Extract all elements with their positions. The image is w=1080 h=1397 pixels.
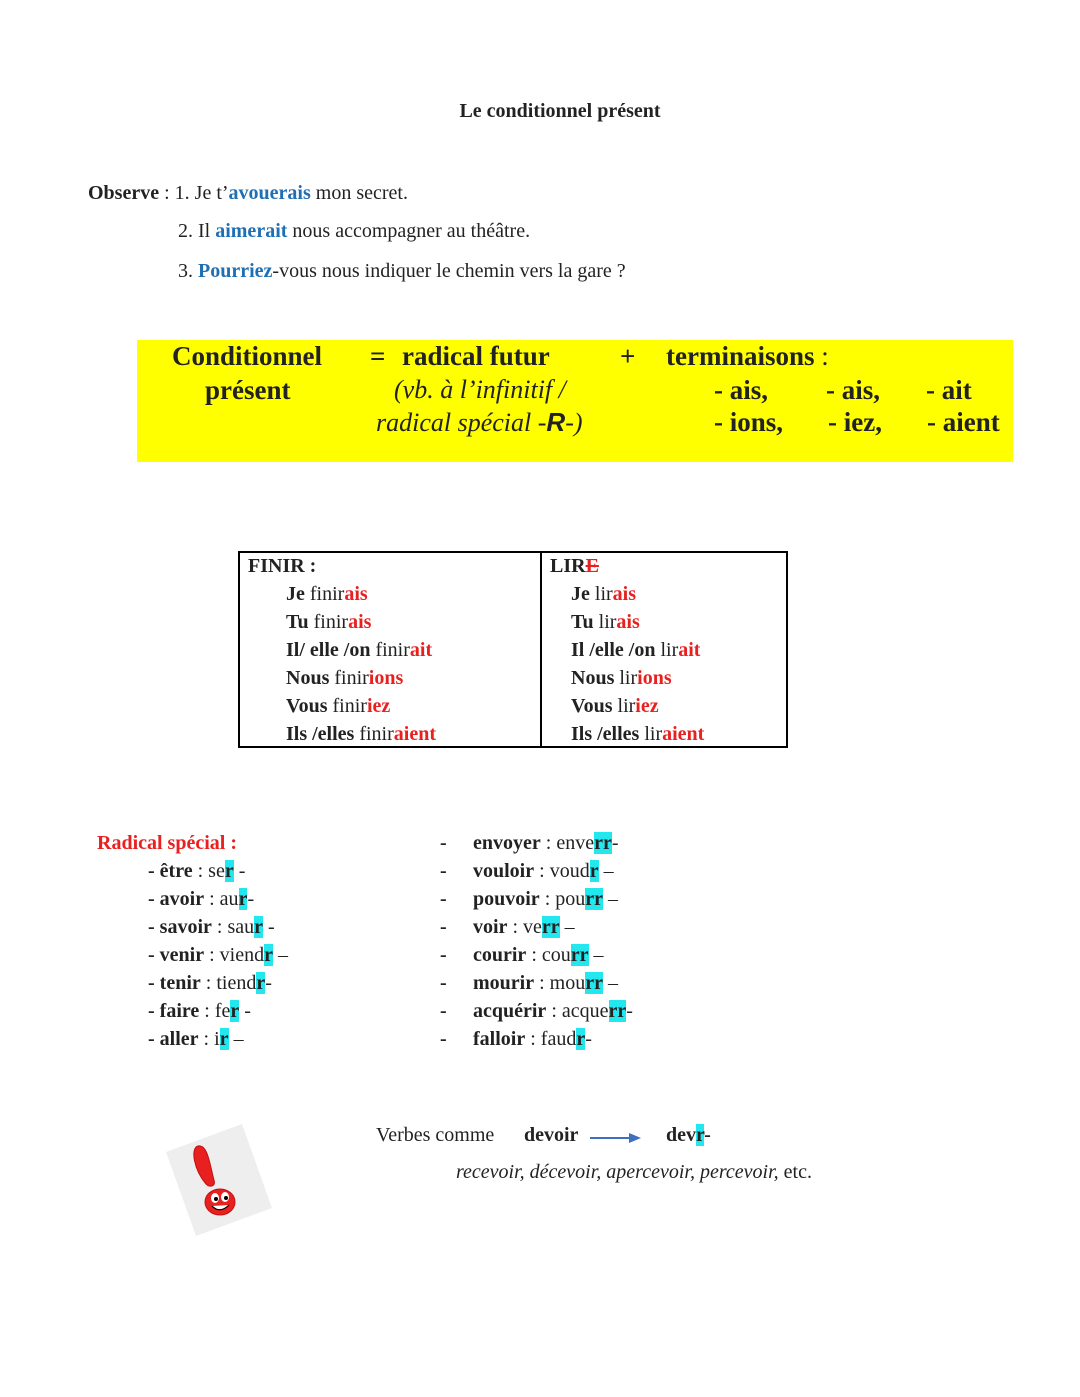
radical-right-item: - acquérir : acquerr- bbox=[440, 1000, 633, 1022]
ending-1: - ais, bbox=[714, 375, 768, 405]
stem: fe bbox=[214, 1000, 231, 1022]
example-num: 1. bbox=[174, 182, 190, 204]
stem: pou bbox=[555, 888, 586, 910]
rule-terminaisons-label: terminaisons bbox=[666, 341, 815, 371]
note-result-highlight: r bbox=[696, 1124, 705, 1146]
example-num: 2. bbox=[178, 220, 193, 242]
stem: ve bbox=[523, 916, 542, 938]
pronoun: Je bbox=[286, 583, 305, 605]
note-examples-list: recevoir, décevoir, apercevoir, percevoir, bbox=[456, 1161, 779, 1183]
highlight-r: rr bbox=[585, 972, 603, 994]
rule-present: présent bbox=[205, 375, 291, 405]
stem: sau bbox=[227, 916, 255, 938]
pronoun: Tu bbox=[286, 611, 309, 633]
stem: lir bbox=[589, 583, 613, 605]
tail: – bbox=[559, 916, 575, 938]
note-examples bbox=[456, 1161, 812, 1184]
verb: vouloir bbox=[473, 860, 535, 882]
ending: ions bbox=[368, 667, 404, 689]
note-result-stem: dev bbox=[666, 1124, 696, 1146]
rule-sub2 bbox=[376, 407, 583, 438]
note-verb: devoir bbox=[524, 1124, 579, 1146]
rule-equals: = bbox=[370, 341, 386, 371]
highlight-r: rr bbox=[585, 888, 604, 910]
tail: - bbox=[585, 1028, 592, 1050]
page-title: Le conditionnel présent bbox=[459, 100, 661, 122]
verb: mourir bbox=[473, 972, 535, 994]
example-verb: aimerait bbox=[215, 220, 288, 242]
tail: – bbox=[602, 972, 618, 994]
example-verb: avouerais bbox=[228, 182, 311, 204]
rule-terminaisons bbox=[666, 341, 829, 372]
ending: ais bbox=[344, 583, 368, 605]
radical-left-item: - tenir : tiendr- bbox=[148, 972, 272, 994]
highlight-r: rr bbox=[541, 916, 560, 938]
ending: iez bbox=[366, 695, 391, 717]
stem: finir bbox=[354, 723, 394, 745]
stem: lir bbox=[639, 723, 663, 745]
pronoun: Ils /elles bbox=[571, 723, 640, 745]
verb: savoir bbox=[159, 916, 212, 938]
ending-5: - iez, bbox=[828, 407, 882, 437]
radical-left-item: - savoir : saur - bbox=[148, 916, 275, 938]
stem: lir bbox=[614, 667, 638, 689]
verb: envoyer bbox=[473, 832, 541, 854]
pronoun: Tu bbox=[571, 611, 594, 633]
ending: ait bbox=[409, 639, 433, 661]
highlight-r: r bbox=[224, 860, 234, 882]
highlight-r: r bbox=[254, 916, 264, 938]
radical-right-item: - vouloir : voudr – bbox=[440, 860, 614, 882]
highlight-r: r bbox=[589, 860, 599, 882]
finir-row bbox=[286, 667, 403, 690]
lire-header-stem: LIR bbox=[550, 555, 586, 577]
stem: cou bbox=[541, 944, 571, 966]
pronoun: Il /elle /on bbox=[571, 639, 656, 661]
finir-row bbox=[286, 611, 371, 634]
tail: – bbox=[603, 888, 619, 910]
example-after: nous accompagner au théâtre. bbox=[287, 220, 531, 242]
pronoun: Nous bbox=[571, 667, 615, 689]
note-result-tail: - bbox=[704, 1124, 711, 1146]
finir-row bbox=[286, 583, 368, 606]
stem: finir bbox=[304, 583, 345, 605]
exclamation-mascot-icon bbox=[160, 1122, 276, 1238]
stem: i bbox=[214, 1028, 220, 1050]
rule-sub2-prefix: radical spécial - bbox=[376, 408, 547, 437]
radical-left-item: - aller : ir – bbox=[148, 1028, 244, 1050]
pronoun: Il/ elle /on bbox=[286, 639, 371, 661]
ending: ait bbox=[678, 639, 701, 661]
lire-header-e: E bbox=[585, 555, 599, 577]
rule-conditionnel: Conditionnel bbox=[172, 341, 323, 371]
stem: enve bbox=[556, 832, 595, 854]
rule-colon: : bbox=[814, 341, 829, 371]
lire-row bbox=[571, 611, 640, 634]
stem: finir bbox=[370, 639, 410, 661]
stem: lir bbox=[612, 695, 636, 717]
tail: - bbox=[611, 832, 619, 854]
ending: ais bbox=[616, 611, 640, 633]
ending-3: - ait bbox=[926, 375, 972, 405]
rule-radical-futur: radical futur bbox=[402, 341, 550, 371]
observe-label: Observe bbox=[88, 182, 160, 204]
highlight-r: r bbox=[264, 944, 273, 966]
verb: aller bbox=[159, 1028, 199, 1050]
rule-plus: + bbox=[620, 341, 636, 371]
highlight-r: r bbox=[238, 888, 248, 910]
tail: – bbox=[273, 944, 288, 966]
table-divider bbox=[540, 553, 542, 746]
verb: faire bbox=[159, 1000, 200, 1022]
stem: acque bbox=[561, 1000, 609, 1022]
verb: venir bbox=[159, 944, 205, 966]
verb: être bbox=[159, 860, 193, 882]
stem: mou bbox=[549, 972, 586, 994]
pronoun: Ils /elles bbox=[286, 723, 355, 745]
radical-right-item: - mourir : mourr – bbox=[440, 972, 618, 994]
radical-right-item: - envoyer : enverr- bbox=[440, 832, 619, 854]
lire-row bbox=[571, 723, 704, 746]
pronoun: Je bbox=[571, 583, 590, 605]
lire-row bbox=[571, 695, 659, 718]
example-after: -vous nous indiquer le chemin vers la gare ? bbox=[272, 260, 626, 282]
example-before: Il bbox=[193, 220, 216, 242]
pronoun: Nous bbox=[286, 667, 330, 689]
pronoun: Vous bbox=[571, 695, 613, 717]
highlight-r: rr bbox=[608, 1000, 627, 1022]
lire-row bbox=[571, 583, 636, 606]
tail: - bbox=[265, 972, 272, 994]
conjugation-table bbox=[238, 551, 788, 748]
verb: courir bbox=[473, 944, 527, 966]
finir-header: FINIR : bbox=[248, 555, 317, 577]
highlight-r: r bbox=[230, 1000, 240, 1022]
ending: ais bbox=[348, 611, 372, 633]
tail: - bbox=[247, 888, 255, 910]
note-result bbox=[666, 1124, 711, 1147]
tail: – bbox=[228, 1028, 244, 1050]
tail: - bbox=[239, 1000, 251, 1022]
ending: ions bbox=[637, 667, 672, 689]
verb: voir bbox=[473, 916, 508, 938]
pronoun: Vous bbox=[286, 695, 328, 717]
radical-left-item: - faire : fer - bbox=[148, 1000, 251, 1022]
example-num: 3. bbox=[178, 260, 193, 282]
ending: aient bbox=[393, 723, 436, 745]
lire-row bbox=[571, 639, 700, 662]
ending: aient bbox=[662, 723, 705, 745]
stem: se bbox=[208, 860, 225, 882]
highlight-r: rr bbox=[594, 832, 612, 854]
observe-line-2 bbox=[178, 220, 530, 243]
radical-special-label: Radical spécial : bbox=[97, 832, 237, 854]
stem: tiend bbox=[216, 972, 257, 994]
observe-sep: : bbox=[159, 182, 175, 204]
example-after: mon secret. bbox=[310, 182, 408, 204]
verb: pouvoir bbox=[473, 888, 540, 910]
verb: falloir bbox=[473, 1028, 526, 1050]
ending-6: - aient bbox=[927, 407, 1000, 437]
highlight-r: rr bbox=[570, 944, 589, 966]
ending-4: - ions, bbox=[714, 407, 784, 437]
rule-sub2-suffix: -) bbox=[565, 408, 583, 437]
lire-row bbox=[571, 667, 672, 690]
tail: - bbox=[263, 916, 275, 938]
verb: acquérir bbox=[473, 1000, 547, 1022]
tail: - bbox=[626, 1000, 633, 1022]
stem: finir bbox=[327, 695, 367, 717]
radical-left-item: - avoir : aur- bbox=[148, 888, 255, 910]
highlight-r: r bbox=[219, 1028, 229, 1050]
highlight-r: r bbox=[256, 972, 266, 994]
finir-row bbox=[286, 639, 432, 662]
stem: finir bbox=[308, 611, 349, 633]
lire-header bbox=[550, 555, 599, 578]
finir-row bbox=[286, 695, 390, 718]
example-verb: Pourriez bbox=[198, 260, 273, 282]
radical-right-item: - voir : verr – bbox=[440, 916, 575, 938]
radical-left-item: - venir : viendr – bbox=[148, 944, 288, 966]
note-intro: Verbes comme bbox=[376, 1124, 495, 1146]
ending: ais bbox=[612, 583, 637, 605]
radical-right-item: - falloir : faudr- bbox=[440, 1028, 592, 1050]
stem: au bbox=[219, 888, 239, 910]
ending: iez bbox=[635, 695, 659, 717]
radical-right-item: - courir : courr – bbox=[440, 944, 604, 966]
stem: viend bbox=[219, 944, 265, 966]
finir-row bbox=[286, 723, 436, 746]
example-before: Je t’ bbox=[189, 182, 229, 204]
highlight-r: r bbox=[576, 1028, 586, 1050]
tail: – bbox=[598, 860, 614, 882]
stem: finir bbox=[329, 667, 369, 689]
radical-left-item: - être : ser - bbox=[148, 860, 246, 882]
radical-right-item: - pouvoir : pourr – bbox=[440, 888, 619, 910]
stem: voud bbox=[549, 860, 590, 882]
verb: tenir bbox=[159, 972, 201, 994]
note-etc: etc. bbox=[778, 1161, 812, 1183]
observe-line-3 bbox=[178, 260, 626, 283]
verb: avoir bbox=[159, 888, 205, 910]
stem: lir bbox=[593, 611, 617, 633]
stem: lir bbox=[655, 639, 679, 661]
stem: faud bbox=[540, 1028, 577, 1050]
rule-sub1: (vb. à l’infinitif / bbox=[394, 375, 566, 404]
ending-2: - ais, bbox=[826, 375, 880, 405]
right-arrow-icon bbox=[589, 1130, 643, 1146]
tail: – bbox=[588, 944, 604, 966]
tail: - bbox=[233, 860, 246, 882]
rule-sub2-r: R bbox=[546, 407, 566, 437]
observe-line-1 bbox=[88, 182, 408, 205]
